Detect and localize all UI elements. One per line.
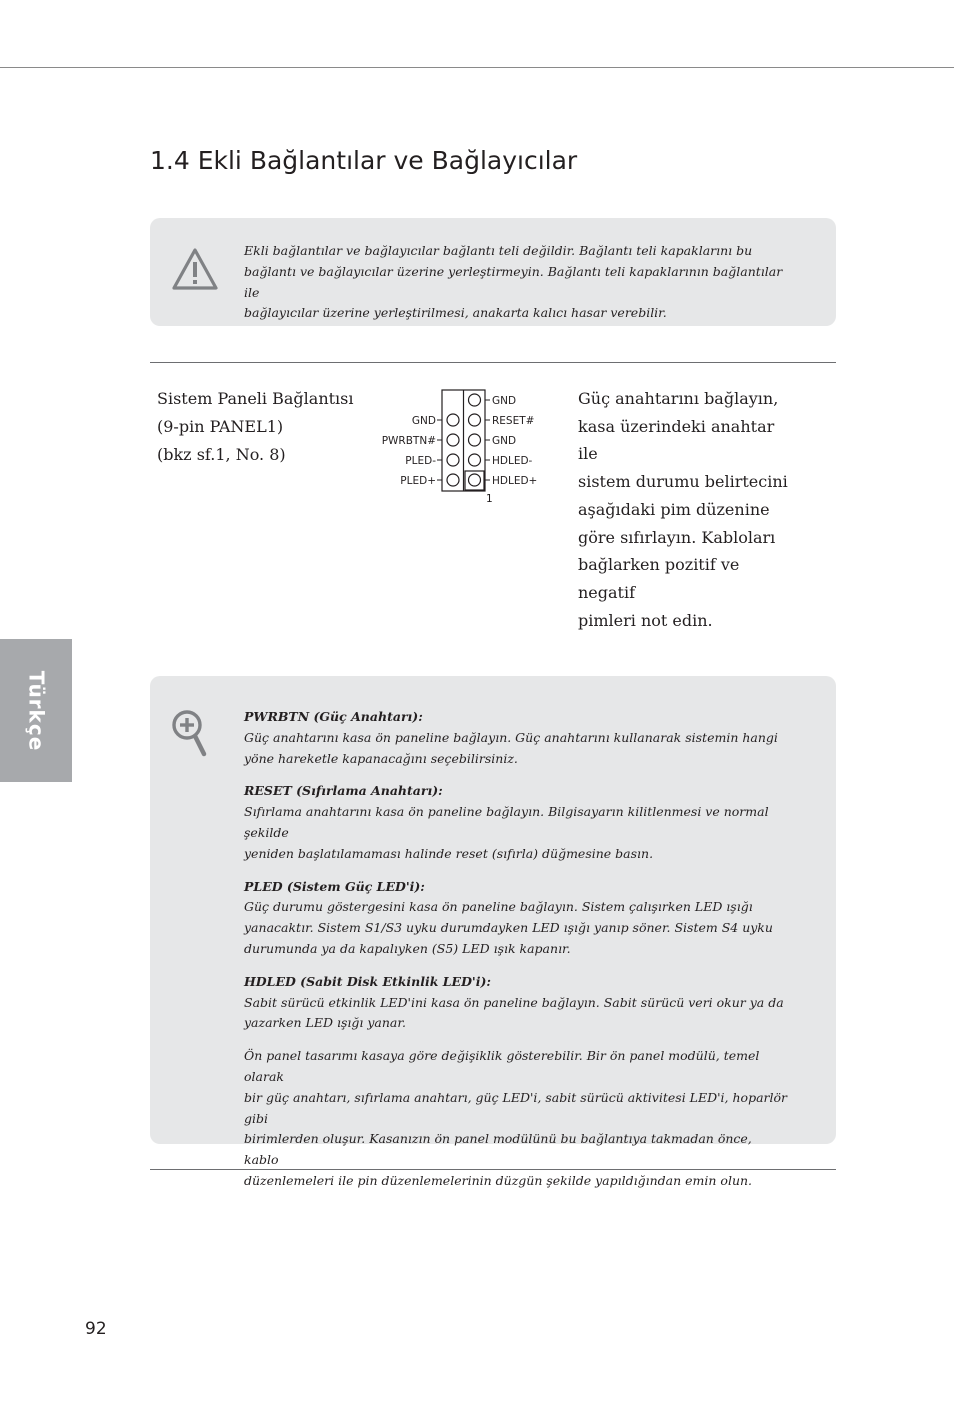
pin-label-left: PLED+ — [400, 475, 436, 487]
note-line: yeniden başlatılamaması halinde reset (sıfırla) düğmesine basın. — [244, 845, 654, 861]
connector-label-line: (bkz sf.1, No. 8) — [157, 445, 286, 464]
pin-label-right: HDLED+ — [492, 475, 538, 487]
note-line: Sabit sürücü etkinlik LED'ini kasa ön paneline bağlayın. Sabit sürücü veri okur ya da — [244, 994, 784, 1010]
connector-description — [578, 385, 788, 634]
description-line: Güç anahtarını bağlayın, — [578, 389, 779, 408]
page-title: 1.4 Ekli Bağlantılar ve Bağlayıcılar — [150, 146, 578, 175]
note-line: bir güç anahtarı, sıfırlama anahtarı, güç LED'i, sabit sürücü aktivitesi LED'i, hoparlör gibi — [244, 1089, 787, 1126]
pin-right-1 — [469, 394, 481, 406]
note-section-pled — [244, 877, 789, 960]
warning-triangle-icon — [171, 247, 219, 291]
note-line: Sıfırlama anahtarını kasa ön paneline bağlayın. Bilgisayarın kilitlenmesi ve normal şekilde — [244, 804, 769, 840]
pin-right-2 — [469, 414, 481, 426]
note-section-pwrbtn — [244, 707, 789, 769]
pin-label-right: GND — [492, 435, 517, 447]
note-line: durumunda ya da kapalıyken (S5) LED ışık kapanır. — [244, 940, 571, 956]
note-heading: PWRBTN (Güç Anahtarı): — [244, 709, 423, 724]
note-line: Güç anahtarını kasa ön paneline bağlayın. Güç anahtarını kullanarak sistemin hangi — [244, 729, 778, 745]
note-body — [244, 707, 789, 1204]
connector-label-line: (9-pin PANEL1) — [157, 417, 284, 436]
note-section-reset — [244, 781, 789, 864]
warning-line: Ekli bağlantılar ve bağlayıcılar bağlantı teli değildir. Bağlantı teli kapaklarını bu — [244, 243, 753, 258]
pin-left-2 — [447, 434, 459, 446]
language-side-tab — [0, 639, 72, 782]
magnifier-plus-icon — [170, 708, 210, 758]
section-divider — [150, 1169, 836, 1170]
note-line: yazarken LED ışığı yanar. — [244, 1015, 406, 1031]
pin-label-left: PWRBTN# — [381, 435, 436, 447]
note-heading: RESET (Sıfırlama Anahtarı): — [244, 783, 443, 799]
description-line: sistem durumu belirtecini — [578, 472, 788, 492]
connector-label — [157, 385, 354, 469]
panel-pin-diagram — [360, 385, 560, 510]
side-tab-label: Türkçe — [24, 670, 48, 751]
note-box — [150, 676, 836, 1188]
description-line: kasa üzerindeki anahtar ile — [578, 416, 775, 464]
top-rule — [0, 67, 954, 68]
note-line: birimlerden oluşur. Kasanızın ön panel modülünü bu bağlantıya takmadan önce, kablo — [244, 1131, 752, 1168]
warning-line: bağlayıcılar üzerine yerleştirilmesi, anakarta kalıcı hasar verebilir. — [244, 305, 667, 321]
pin-left-1 — [447, 414, 459, 426]
connector-label-line: Sistem Paneli Bağlantısı — [157, 389, 354, 408]
note-line: düzenlemeleri ile pin düzenlemelerinin düzgün şekilde yapıldığından emin olun. — [244, 1172, 753, 1188]
pin-right-4 — [469, 454, 481, 466]
pin1-label: 1 — [486, 493, 493, 505]
description-line: göre sıfırlayın. Kabloları — [578, 527, 776, 547]
pin-label-right: HDLED- — [492, 455, 533, 467]
description-line: bağlarken pozitif ve negatif — [578, 555, 740, 602]
warning-line: bağlantı ve bağlayıcılar üzerine yerleştirmeyin. Bağlantı teli kapaklarının bağlantılar ile — [244, 263, 783, 300]
note-line: Ön panel tasarımı kasaya göre değişiklik gösterebilir. Bir ön panel modülü, temel olarak — [244, 1048, 760, 1084]
pin-left-3 — [447, 454, 459, 466]
description-line: pimleri not edin. — [578, 610, 713, 630]
section-divider — [150, 362, 836, 363]
note-line: yanacaktır. Sistem S1/S3 uyku durumdayken LED ışığı yanıp söner. Sistem S4 uyku — [244, 920, 773, 936]
pin-label-right: GND — [492, 395, 517, 407]
pin-label-left: PLED- — [405, 455, 436, 467]
note-heading: HDLED (Sabit Disk Etkinlik LED'i): — [244, 973, 492, 989]
pin-right-3 — [469, 434, 481, 446]
note-section-hdled — [244, 972, 789, 1034]
pin-right-5 — [469, 474, 481, 486]
warning-text — [244, 241, 784, 324]
note-heading: PLED (Sistem Güç LED'i): — [244, 878, 425, 894]
warning-box — [150, 218, 836, 326]
note-line: yöne hareketle kapanacağını seçebilirsiniz. — [244, 750, 518, 766]
description-line: aşağıdaki pim düzenine — [578, 499, 770, 519]
pin-label-right: RESET# — [492, 415, 535, 427]
pin-label-left: GND — [411, 415, 436, 427]
page-number: 92 — [85, 1319, 107, 1339]
pin-left-4 — [447, 474, 459, 486]
note-line: Güç durumu göstergesini kasa ön paneline bağlayın. Sistem çalışırken LED ışığı — [244, 899, 753, 915]
